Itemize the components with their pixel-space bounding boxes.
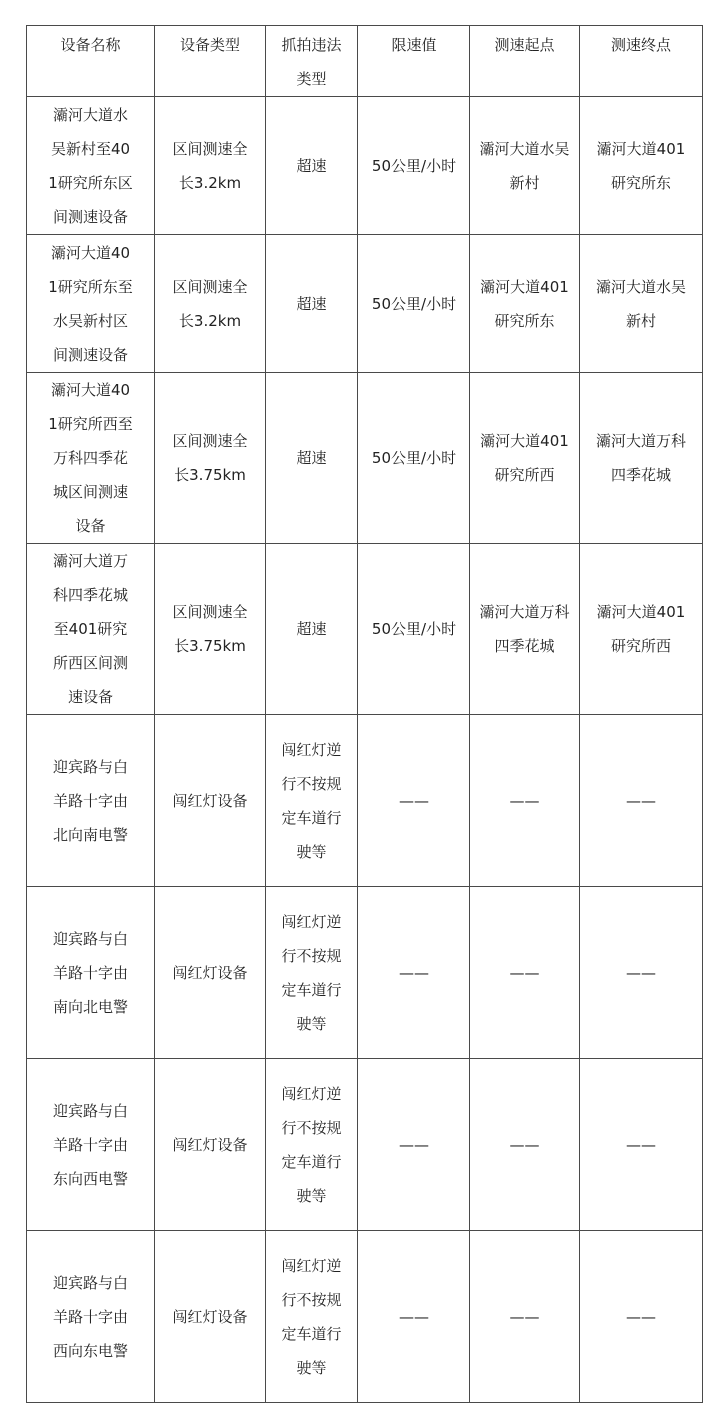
- cell-violation-type: 超速: [266, 97, 358, 235]
- cell-device-name: 灞河大道万科四季花城至401研究所西区间测速设备: [27, 544, 155, 715]
- table-row: [27, 544, 703, 715]
- cell-start-point: ——: [470, 1059, 580, 1231]
- cell-end-point: ——: [580, 887, 703, 1059]
- table-row: [27, 97, 703, 235]
- cell-device-name: 灞河大道401研究所东至水吴新村区间测速设备: [27, 235, 155, 373]
- cell-device-type: 区间测速全长3.75km: [155, 373, 266, 544]
- cell-device-type: 闯红灯设备: [155, 1059, 266, 1231]
- cell-device-type: 闯红灯设备: [155, 715, 266, 887]
- cell-device-type: 闯红灯设备: [155, 887, 266, 1059]
- header-row: [27, 26, 703, 97]
- cell-end-point: 灞河大道401研究所东: [580, 97, 703, 235]
- cell-start-point: ——: [470, 1231, 580, 1403]
- cell-violation-type: 超速: [266, 235, 358, 373]
- device-table: [26, 25, 703, 1403]
- cell-device-name: 迎宾路与白羊路十字由西向东电警: [27, 1231, 155, 1403]
- cell-end-point: ——: [580, 715, 703, 887]
- cell-violation-type: 闯红灯逆行不按规定车道行驶等: [266, 887, 358, 1059]
- cell-start-point: 灞河大道万科四季花城: [470, 544, 580, 715]
- cell-speed-limit: 50公里/小时: [358, 97, 470, 235]
- table-row: [27, 715, 703, 887]
- cell-end-point: 灞河大道万科四季花城: [580, 373, 703, 544]
- header-end-point: 测速终点: [580, 26, 703, 97]
- cell-speed-limit: 50公里/小时: [358, 373, 470, 544]
- cell-end-point: ——: [580, 1231, 703, 1403]
- cell-device-type: 区间测速全长3.2km: [155, 97, 266, 235]
- cell-violation-type: 闯红灯逆行不按规定车道行驶等: [266, 1059, 358, 1231]
- cell-speed-limit: 50公里/小时: [358, 544, 470, 715]
- cell-device-type: 区间测速全长3.75km: [155, 544, 266, 715]
- table-row: [27, 1231, 703, 1403]
- cell-speed-limit: ——: [358, 1059, 470, 1231]
- header-start-point: 测速起点: [470, 26, 580, 97]
- header-speed-limit: 限速值: [358, 26, 470, 97]
- header-device-type: 设备类型: [155, 26, 266, 97]
- cell-speed-limit: ——: [358, 715, 470, 887]
- cell-start-point: ——: [470, 715, 580, 887]
- table-row: [27, 373, 703, 544]
- cell-violation-type: 闯红灯逆行不按规定车道行驶等: [266, 1231, 358, 1403]
- cell-device-name: 迎宾路与白羊路十字由南向北电警: [27, 887, 155, 1059]
- cell-speed-limit: ——: [358, 887, 470, 1059]
- cell-device-type: 闯红灯设备: [155, 1231, 266, 1403]
- table-row: [27, 235, 703, 373]
- cell-speed-limit: ——: [358, 1231, 470, 1403]
- cell-end-point: 灞河大道水吴新村: [580, 235, 703, 373]
- cell-violation-type: 超速: [266, 544, 358, 715]
- cell-end-point: 灞河大道401研究所西: [580, 544, 703, 715]
- cell-violation-type: 闯红灯逆行不按规定车道行驶等: [266, 715, 358, 887]
- cell-device-type: 区间测速全长3.2km: [155, 235, 266, 373]
- table-row: [27, 887, 703, 1059]
- header-violation-type: 抓拍违法类型: [266, 26, 358, 97]
- cell-start-point: 灞河大道401研究所西: [470, 373, 580, 544]
- cell-device-name: 迎宾路与白羊路十字由东向西电警: [27, 1059, 155, 1231]
- cell-speed-limit: 50公里/小时: [358, 235, 470, 373]
- table-row: [27, 1059, 703, 1231]
- cell-device-name: 灞河大道401研究所西至万科四季花城区间测速设备: [27, 373, 155, 544]
- cell-device-name: 灞河大道水吴新村至401研究所东区间测速设备: [27, 97, 155, 235]
- cell-violation-type: 超速: [266, 373, 358, 544]
- cell-start-point: 灞河大道水吴新村: [470, 97, 580, 235]
- cell-end-point: ——: [580, 1059, 703, 1231]
- cell-device-name: 迎宾路与白羊路十字由北向南电警: [27, 715, 155, 887]
- cell-start-point: ——: [470, 887, 580, 1059]
- header-device-name: 设备名称: [27, 26, 155, 97]
- cell-start-point: 灞河大道401研究所东: [470, 235, 580, 373]
